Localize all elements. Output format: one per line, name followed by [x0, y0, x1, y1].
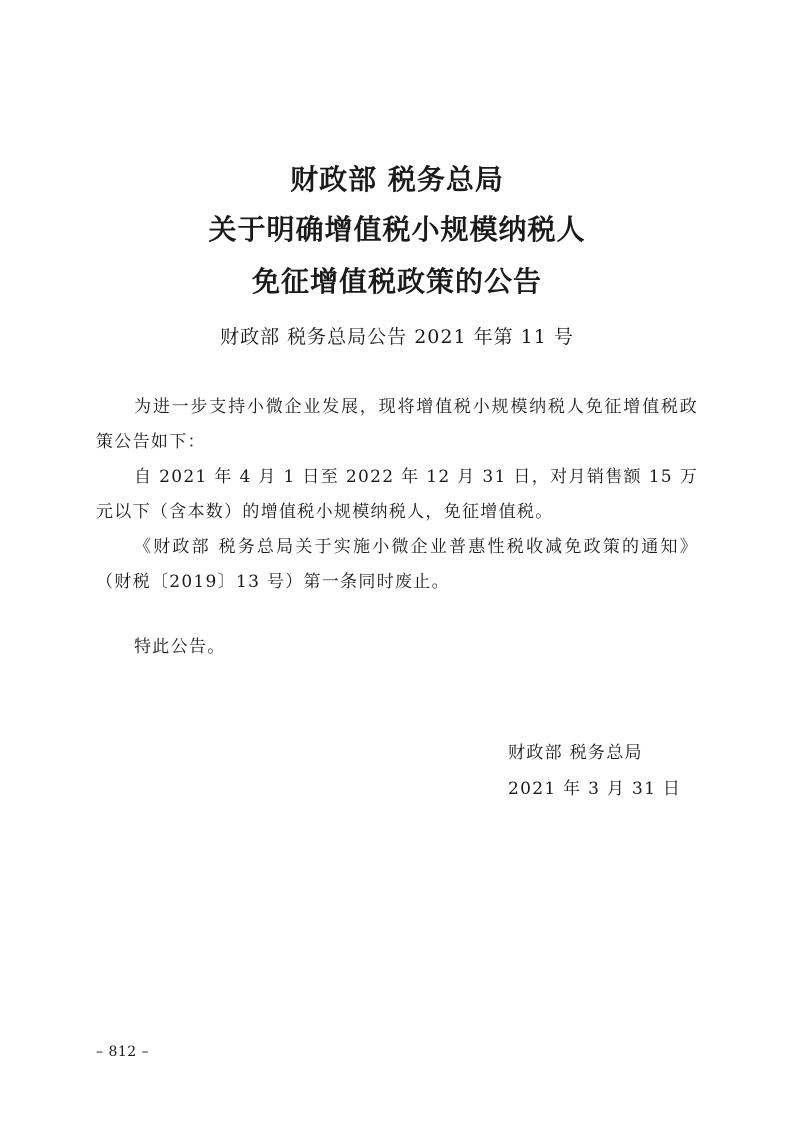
paragraph-intro: 为进一步支持小微企业发展，现将增值税小规模纳税人免征增值税政策公告如下：	[96, 397, 698, 452]
title-line-1: 财政部 税务总局	[290, 163, 504, 196]
signing-authority: 财政部 税务总局	[508, 743, 643, 763]
signing-date: 2021 年 3 月 31 日	[508, 779, 682, 799]
title-line-2: 关于明确增值税小规模纳税人	[208, 213, 586, 246]
closing-statement: 特此公告。	[134, 637, 226, 657]
paragraph-repeal: 《财政部 税务总局关于实施小微企业普惠性税收减免政策的通知》（财税〔2019〕13 号）第一条同时废止。	[96, 537, 698, 592]
title-line-3: 免征增值税政策的公告	[251, 265, 542, 298]
document-number: 财政部 税务总局公告 2021 年第 11 号	[220, 326, 574, 348]
paragraph-policy: 自 2021 年 4 月 1 日至 2022 年 12 月 31 日，对月销售额 15 万元以下（含本数）的增值税小规模纳税人，免征增值税。	[96, 467, 698, 522]
page-number: – 812 –	[96, 1044, 150, 1060]
